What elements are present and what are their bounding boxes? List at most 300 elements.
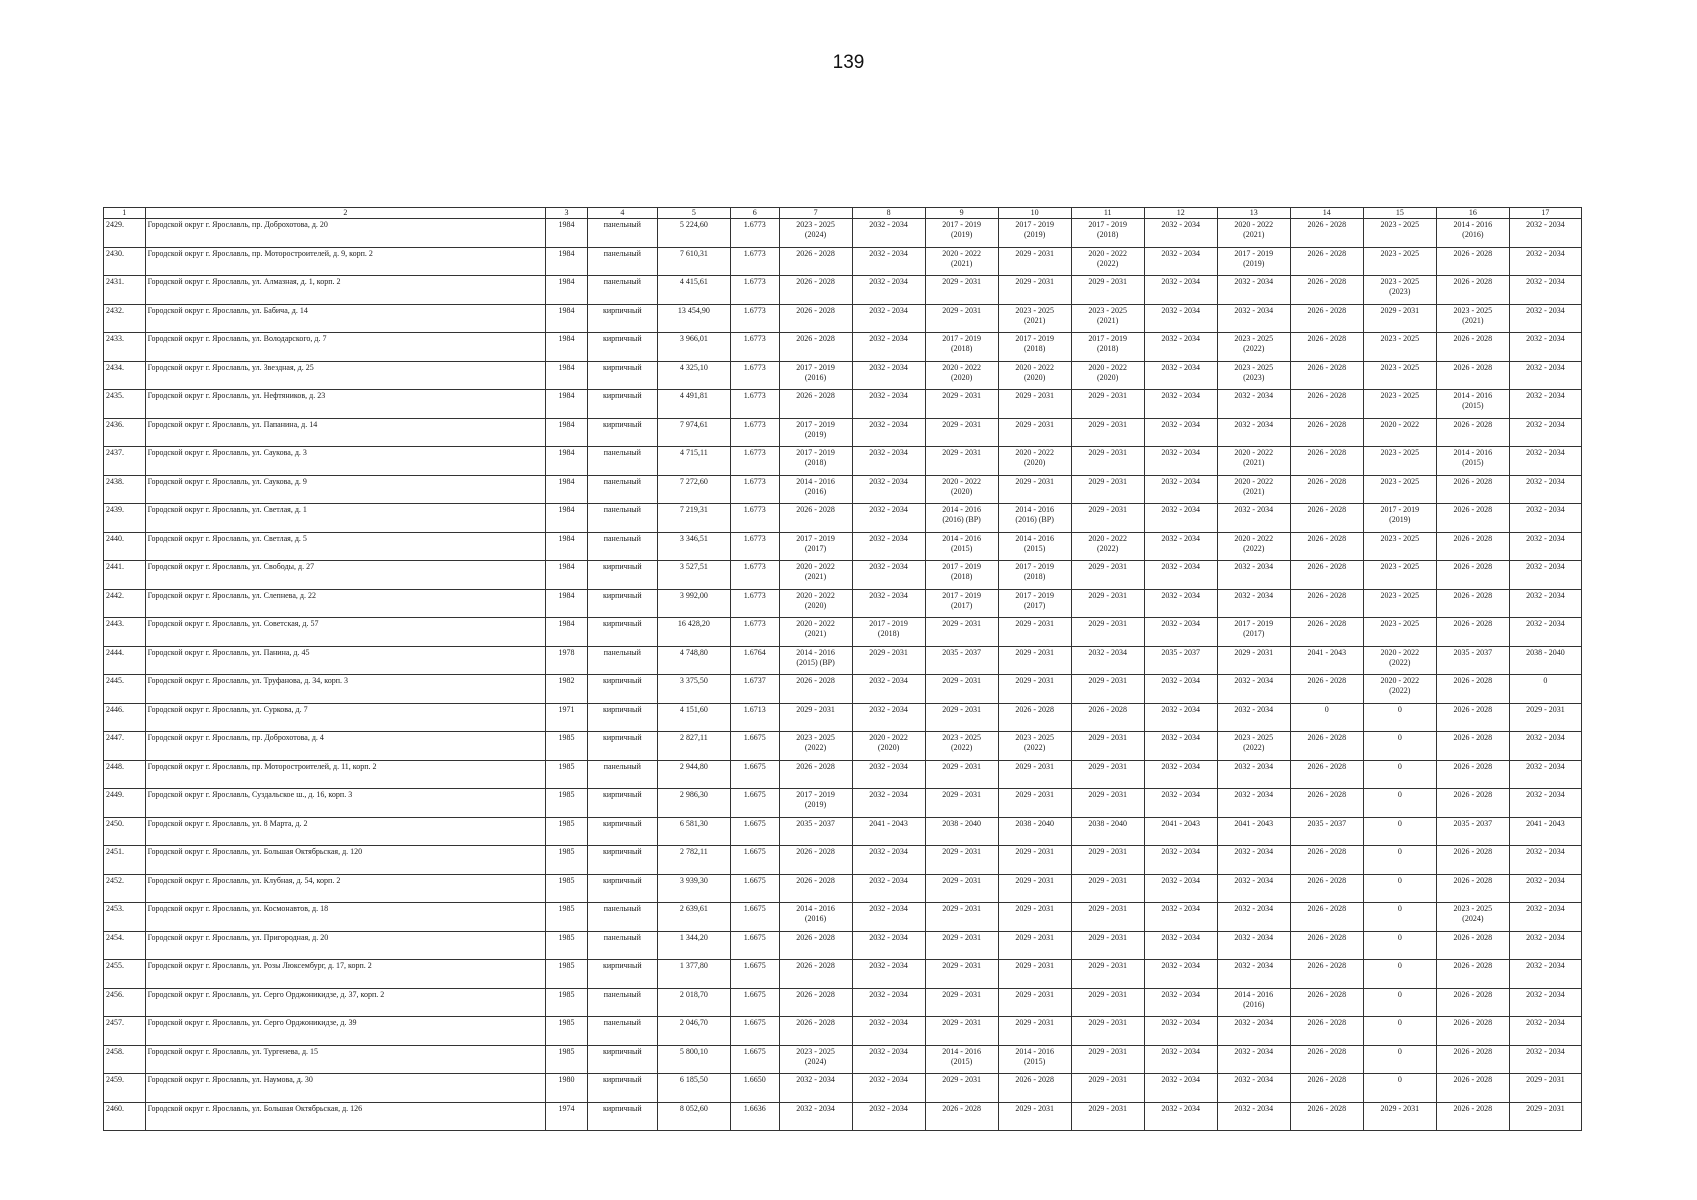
period-cell-7 — [779, 1074, 852, 1103]
period-actual-year: (2023) — [1243, 372, 1265, 382]
period-range: 2032 - 2034 — [1234, 704, 1274, 714]
period-range: 2026 - 2028 — [1307, 961, 1347, 970]
period-range: 2017 - 2019 — [942, 334, 981, 343]
table-row — [104, 846, 1582, 875]
period-cell-8 — [852, 361, 925, 390]
period-actual-year: (2018) — [1023, 572, 1046, 581]
row-number-cell: 2435. — [104, 390, 146, 419]
period-actual-year: (2024) — [1462, 914, 1484, 923]
period-cell-10 — [998, 361, 1071, 390]
period-range: 2029 - 2031 — [1015, 619, 1054, 628]
period-range: 0 — [1543, 676, 1548, 685]
row-number-cell: 2438. — [104, 475, 146, 504]
period-actual-year: (2020) — [950, 372, 973, 382]
period-range: 2032 - 2034 — [1161, 590, 1201, 600]
period-range: 2020 - 2022 — [796, 562, 835, 571]
period-range: 0 — [1397, 989, 1402, 999]
year-cell: 1985 — [546, 874, 588, 903]
period-cell-12 — [1144, 1102, 1217, 1131]
wall-material-cell: панельный — [587, 247, 657, 276]
year-cell: 1984 — [546, 589, 588, 618]
period-cell-15 — [1363, 561, 1436, 590]
period-range: 2026 - 2028 — [796, 248, 835, 258]
period-range: 2020 - 2022 — [1380, 419, 1420, 429]
period-range: 2029 - 2031 — [942, 1075, 981, 1084]
period-range: 2023 - 2025 — [1234, 733, 1274, 742]
table-row — [104, 219, 1582, 248]
period-cell-7 — [779, 418, 852, 447]
period-range: 2032 - 2034 — [1526, 220, 1565, 229]
period-range: 2032 - 2034 — [1526, 362, 1565, 372]
period-cell-10 — [998, 760, 1071, 789]
period-cell-15 — [1363, 333, 1436, 362]
period-cell-12 — [1144, 789, 1217, 818]
table-row — [104, 589, 1582, 618]
period-range: 2032 - 2034 — [1234, 676, 1274, 685]
period-cell-8 — [852, 988, 925, 1017]
period-range: 2017 - 2019 — [1088, 334, 1128, 343]
coefficient-cell: 1.6675 — [730, 988, 779, 1017]
period-cell-8 — [852, 846, 925, 875]
period-cell-10 — [998, 846, 1071, 875]
address-cell: Городской округ г. Ярославль, ул. Труфанова, д. 34, корп. 3 — [145, 675, 546, 704]
period-cell-11 — [1071, 817, 1144, 846]
period-cell-15 — [1363, 817, 1436, 846]
period-cell-8 — [852, 447, 925, 476]
period-cell-13 — [1217, 561, 1290, 590]
period-cell-14 — [1290, 304, 1363, 333]
period-cell-9 — [925, 1045, 998, 1074]
period-actual-year: (2021) — [1097, 315, 1119, 325]
wall-material-cell: панельный — [587, 475, 657, 504]
period-range: 2032 - 2034 — [1526, 505, 1565, 514]
area-cell: 7 272,60 — [657, 475, 730, 504]
period-range: 2029 - 2031 — [942, 932, 981, 942]
period-range: 2026 - 2028 — [1307, 733, 1347, 742]
period-range: 2032 - 2034 — [869, 533, 908, 543]
area-cell: 5 224,60 — [657, 219, 730, 248]
period-actual-year: (2016) — [804, 372, 827, 382]
period-range: 2032 - 2034 — [869, 961, 908, 970]
period-cell-11 — [1071, 1017, 1144, 1046]
table-row — [104, 390, 1582, 419]
period-range: 2032 - 2034 — [1234, 875, 1274, 885]
period-actual-year: (2022) — [1389, 686, 1411, 695]
row-number-cell: 2457. — [104, 1017, 146, 1046]
period-range: 2023 - 2025 — [1380, 220, 1420, 229]
period-cell-16 — [1436, 1045, 1509, 1074]
period-cell-9 — [925, 447, 998, 476]
period-range: 2026 - 2028 — [1453, 590, 1493, 600]
period-range: 2026 - 2028 — [796, 391, 835, 400]
period-range: 2026 - 2028 — [1307, 590, 1347, 600]
period-cell-16 — [1436, 646, 1509, 675]
period-range: 2032 - 2034 — [1234, 847, 1274, 856]
year-cell: 1985 — [546, 817, 588, 846]
period-actual-year: (2016) — [1462, 230, 1484, 239]
wall-material-cell: кирпичный — [587, 618, 657, 647]
period-range: 2029 - 2031 — [1088, 1075, 1128, 1084]
period-range: 2032 - 2034 — [1526, 932, 1565, 942]
period-range: 2041 - 2043 — [1161, 818, 1201, 828]
period-range: 2029 - 2031 — [1015, 790, 1054, 799]
row-number-cell: 2429. — [104, 219, 146, 248]
wall-material-cell: панельный — [587, 276, 657, 305]
period-cell-12 — [1144, 760, 1217, 789]
period-cell-14 — [1290, 1074, 1363, 1103]
period-cell-14 — [1290, 532, 1363, 561]
period-cell-12 — [1144, 276, 1217, 305]
period-actual-year: (2019) — [804, 429, 827, 439]
period-range: 2032 - 2034 — [1161, 875, 1201, 885]
area-cell: 2 782,11 — [657, 846, 730, 875]
period-actual-year: (2021) — [1243, 458, 1265, 467]
period-cell-11 — [1071, 646, 1144, 675]
period-actual-year: (2021) — [1243, 486, 1265, 496]
period-range: 2041 - 2043 — [1307, 647, 1347, 657]
period-cell-14 — [1290, 675, 1363, 704]
period-range: 2029 - 2031 — [1088, 875, 1128, 885]
period-cell-8 — [852, 589, 925, 618]
period-range: 2032 - 2034 — [1088, 647, 1128, 657]
area-cell: 2 639,61 — [657, 903, 730, 932]
period-cell-16 — [1436, 276, 1509, 305]
period-cell-17 — [1509, 760, 1581, 789]
period-cell-12 — [1144, 561, 1217, 590]
period-cell-15 — [1363, 447, 1436, 476]
period-range: 2029 - 2031 — [1088, 476, 1128, 486]
row-number-cell: 2444. — [104, 646, 146, 675]
period-range: 2032 - 2034 — [1526, 989, 1565, 999]
period-range: 2014 - 2016 — [942, 505, 981, 514]
year-cell: 1985 — [546, 903, 588, 932]
row-number-cell: 2434. — [104, 361, 146, 390]
coefficient-cell: 1.6773 — [730, 475, 779, 504]
period-cell-10 — [998, 247, 1071, 276]
coefficient-cell: 1.6773 — [730, 618, 779, 647]
period-cell-16 — [1436, 247, 1509, 276]
period-cell-17 — [1509, 247, 1581, 276]
period-actual-year: (2021) — [804, 629, 827, 638]
period-cell-17 — [1509, 646, 1581, 675]
period-range: 2017 - 2019 — [796, 533, 835, 543]
period-range: 2029 - 2031 — [1088, 448, 1128, 457]
period-actual-year: (2020) — [1097, 372, 1119, 382]
period-actual-year: (2015) — [1462, 458, 1484, 467]
period-actual-year: (2017) — [950, 600, 973, 610]
area-cell: 7 974,61 — [657, 418, 730, 447]
period-actual-year: (2018) — [1023, 344, 1046, 353]
period-range: 2014 - 2016 — [1234, 989, 1274, 999]
column-number-13: 13 — [1217, 208, 1290, 219]
address-cell: Городской округ г. Ярославль, ул. Панина, д. 45 — [145, 646, 546, 675]
coefficient-cell: 1.6675 — [730, 931, 779, 960]
period-cell-17 — [1509, 447, 1581, 476]
period-range: 2017 - 2019 — [1234, 248, 1274, 258]
coefficient-cell: 1.6675 — [730, 960, 779, 989]
period-range: 2032 - 2034 — [1161, 1018, 1201, 1027]
period-actual-year: (2018) — [950, 344, 973, 353]
period-cell-10 — [998, 1074, 1071, 1103]
period-cell-13 — [1217, 418, 1290, 447]
period-cell-8 — [852, 874, 925, 903]
period-cell-10 — [998, 732, 1071, 761]
period-range: 2032 - 2034 — [1526, 619, 1565, 628]
period-range: 2029 - 2031 — [942, 419, 981, 429]
period-range: 2032 - 2034 — [1161, 562, 1201, 571]
period-cell-7 — [779, 846, 852, 875]
period-actual-year: (2018) — [1097, 344, 1119, 353]
table-row — [104, 475, 1582, 504]
period-range: 2026 - 2028 — [1453, 476, 1493, 486]
period-cell-13 — [1217, 760, 1290, 789]
row-number-cell: 2440. — [104, 532, 146, 561]
period-cell-14 — [1290, 931, 1363, 960]
period-range: 2032 - 2034 — [1526, 476, 1565, 486]
period-cell-10 — [998, 561, 1071, 590]
address-cell: Городской округ г. Ярославль, ул. Саукова, д. 3 — [145, 447, 546, 476]
period-cell-10 — [998, 475, 1071, 504]
period-range: 2026 - 2028 — [1307, 362, 1347, 372]
period-cell-16 — [1436, 760, 1509, 789]
period-range: 2029 - 2031 — [1015, 277, 1054, 286]
period-actual-year: (2016) (ВР) — [1015, 515, 1054, 524]
period-cell-7 — [779, 589, 852, 618]
period-range: 2032 - 2034 — [1161, 334, 1201, 343]
period-range: 2023 - 2025 — [1380, 391, 1420, 400]
period-range: 2020 - 2022 — [869, 733, 908, 742]
period-cell-13 — [1217, 504, 1290, 533]
period-cell-8 — [852, 618, 925, 647]
period-cell-7 — [779, 1045, 852, 1074]
period-range: 2032 - 2034 — [869, 761, 908, 771]
period-cell-7 — [779, 532, 852, 561]
period-range: 2032 - 2034 — [1234, 590, 1274, 600]
period-range: 2038 - 2040 — [1088, 818, 1128, 828]
row-number-cell: 2459. — [104, 1074, 146, 1103]
wall-material-cell: панельный — [587, 504, 657, 533]
period-range: 2032 - 2034 — [869, 277, 908, 286]
period-cell-16 — [1436, 675, 1509, 704]
table-row — [104, 447, 1582, 476]
period-cell-15 — [1363, 760, 1436, 789]
period-range: 2029 - 2031 — [1088, 733, 1128, 742]
period-cell-8 — [852, 561, 925, 590]
period-range: 2026 - 2028 — [1307, 761, 1347, 771]
table-row — [104, 931, 1582, 960]
period-range: 2029 - 2031 — [942, 391, 981, 400]
period-range: 0 — [1397, 904, 1402, 913]
period-range: 2020 - 2022 — [1380, 647, 1420, 657]
period-cell-9 — [925, 1102, 998, 1131]
period-range: 2026 - 2028 — [1015, 1075, 1054, 1084]
table-row — [104, 1045, 1582, 1074]
area-cell: 2 827,11 — [657, 732, 730, 761]
wall-material-cell: кирпичный — [587, 874, 657, 903]
period-range: 2029 - 2031 — [1380, 1103, 1420, 1113]
period-cell-13 — [1217, 333, 1290, 362]
period-range: 2032 - 2034 — [869, 847, 908, 856]
period-range: 2032 - 2034 — [1234, 1103, 1274, 1113]
period-cell-14 — [1290, 276, 1363, 305]
period-range: 2020 - 2022 — [1234, 533, 1274, 543]
period-range: 2026 - 2028 — [1307, 448, 1347, 457]
period-range: 2029 - 2031 — [1088, 1046, 1128, 1056]
period-cell-9 — [925, 1074, 998, 1103]
period-range: 2032 - 2034 — [869, 448, 908, 457]
period-cell-10 — [998, 276, 1071, 305]
row-number-cell: 2456. — [104, 988, 146, 1017]
period-actual-year: (2015) — [950, 543, 973, 553]
year-cell: 1978 — [546, 646, 588, 675]
period-cell-14 — [1290, 219, 1363, 248]
period-range: 2032 - 2034 — [869, 476, 908, 486]
period-range: 2032 - 2034 — [869, 391, 908, 400]
period-range: 2020 - 2022 — [1088, 362, 1128, 372]
table-row — [104, 960, 1582, 989]
period-actual-year: (2021) — [1243, 230, 1265, 239]
period-range: 2032 - 2034 — [1526, 961, 1565, 970]
period-actual-year: (2015) — [1462, 401, 1484, 410]
period-cell-7 — [779, 504, 852, 533]
wall-material-cell: кирпичный — [587, 561, 657, 590]
period-cell-16 — [1436, 1074, 1509, 1103]
wall-material-cell: кирпичный — [587, 675, 657, 704]
year-cell: 1985 — [546, 789, 588, 818]
period-cell-8 — [852, 646, 925, 675]
table-row — [104, 703, 1582, 732]
period-range: 2032 - 2034 — [1161, 1075, 1201, 1084]
coefficient-cell: 1.6773 — [730, 276, 779, 305]
wall-material-cell: кирпичный — [587, 390, 657, 419]
row-number-cell: 2436. — [104, 418, 146, 447]
period-cell-10 — [998, 418, 1071, 447]
row-number-cell: 2445. — [104, 675, 146, 704]
period-range: 2026 - 2028 — [1088, 704, 1128, 714]
period-cell-16 — [1436, 903, 1509, 932]
period-cell-9 — [925, 504, 998, 533]
period-range: 2026 - 2028 — [1453, 1046, 1493, 1056]
row-number-cell: 2431. — [104, 276, 146, 305]
coefficient-cell: 1.6675 — [730, 874, 779, 903]
period-cell-13 — [1217, 789, 1290, 818]
period-range: 2032 - 2034 — [1161, 619, 1201, 628]
period-cell-8 — [852, 1017, 925, 1046]
area-cell: 6 185,50 — [657, 1074, 730, 1103]
period-range: 2026 - 2028 — [1307, 1046, 1347, 1056]
row-number-cell: 2458. — [104, 1045, 146, 1074]
period-range: 0 — [1397, 704, 1402, 714]
period-cell-9 — [925, 247, 998, 276]
table-row — [104, 333, 1582, 362]
row-number-cell: 2454. — [104, 931, 146, 960]
period-range: 2020 - 2022 — [1015, 362, 1054, 372]
period-range: 2026 - 2028 — [796, 505, 835, 514]
period-cell-12 — [1144, 1017, 1217, 1046]
coefficient-cell: 1.6773 — [730, 447, 779, 476]
period-range: 0 — [1397, 847, 1402, 856]
period-range: 2029 - 2031 — [942, 847, 981, 856]
address-cell: Городской округ г. Ярославль, ул. Серго Орджоникидзе, д. 37, корп. 2 — [145, 988, 546, 1017]
period-cell-11 — [1071, 247, 1144, 276]
table-row — [104, 247, 1582, 276]
period-cell-14 — [1290, 817, 1363, 846]
period-cell-9 — [925, 418, 998, 447]
period-cell-12 — [1144, 333, 1217, 362]
period-range: 2029 - 2031 — [1088, 419, 1128, 429]
period-cell-11 — [1071, 903, 1144, 932]
period-cell-17 — [1509, 532, 1581, 561]
period-actual-year: (2017) — [804, 543, 827, 553]
area-cell: 1 377,80 — [657, 960, 730, 989]
period-cell-12 — [1144, 646, 1217, 675]
period-range: 2020 - 2022 — [942, 476, 981, 486]
period-range: 2026 - 2028 — [1307, 1075, 1347, 1084]
column-number-9: 9 — [925, 208, 998, 219]
period-range: 2029 - 2031 — [1088, 1018, 1128, 1027]
period-range: 2029 - 2031 — [1526, 1103, 1565, 1113]
address-cell: Городской округ г. Ярославль, ул. Алмазная, д. 1, корп. 2 — [145, 276, 546, 305]
column-number-7: 7 — [779, 208, 852, 219]
period-range: 0 — [1397, 875, 1402, 885]
period-cell-9 — [925, 817, 998, 846]
period-cell-15 — [1363, 532, 1436, 561]
period-cell-17 — [1509, 1017, 1581, 1046]
year-cell: 1980 — [546, 1074, 588, 1103]
period-range: 2026 - 2028 — [1453, 362, 1493, 372]
period-range: 2026 - 2028 — [1307, 676, 1347, 685]
wall-material-cell: кирпичный — [587, 361, 657, 390]
column-number-row — [104, 208, 1582, 219]
period-range: 2026 - 2028 — [1307, 875, 1347, 885]
period-range: 2032 - 2034 — [869, 904, 908, 913]
period-cell-12 — [1144, 732, 1217, 761]
column-number-4: 4 — [587, 208, 657, 219]
address-cell: Городской округ г. Ярославль, ул. Суркова, д. 7 — [145, 703, 546, 732]
period-cell-11 — [1071, 475, 1144, 504]
period-range: 2032 - 2034 — [869, 1018, 908, 1027]
period-cell-14 — [1290, 732, 1363, 761]
period-cell-8 — [852, 504, 925, 533]
period-cell-8 — [852, 903, 925, 932]
period-range: 2026 - 2028 — [1453, 733, 1493, 742]
period-range: 2026 - 2028 — [1307, 248, 1347, 258]
address-cell: Городской округ г. Ярославль, ул. Большая Октябрьская, д. 126 — [145, 1102, 546, 1131]
coefficient-cell: 1.6675 — [730, 903, 779, 932]
period-range: 2029 - 2031 — [1088, 505, 1128, 514]
period-cell-7 — [779, 931, 852, 960]
year-cell: 1985 — [546, 1045, 588, 1074]
year-cell: 1984 — [546, 304, 588, 333]
period-range: 2023 - 2025 — [1380, 562, 1420, 571]
period-range: 2029 - 2031 — [1015, 761, 1054, 771]
period-range: 2026 - 2028 — [1453, 761, 1493, 771]
period-range: 2026 - 2028 — [1453, 533, 1493, 543]
period-cell-8 — [852, 304, 925, 333]
area-cell: 7 219,31 — [657, 504, 730, 533]
period-actual-year: (2022) — [1389, 657, 1411, 667]
period-cell-17 — [1509, 931, 1581, 960]
period-range: 2035 - 2037 — [796, 818, 835, 828]
period-range: 2029 - 2031 — [1088, 1103, 1128, 1113]
wall-material-cell: кирпичный — [587, 1045, 657, 1074]
area-cell: 2 986,30 — [657, 789, 730, 818]
period-range: 2029 - 2031 — [1015, 847, 1054, 856]
period-cell-8 — [852, 333, 925, 362]
period-cell-10 — [998, 903, 1071, 932]
period-range: 2026 - 2028 — [1453, 419, 1493, 429]
period-range: 2029 - 2031 — [942, 277, 981, 286]
